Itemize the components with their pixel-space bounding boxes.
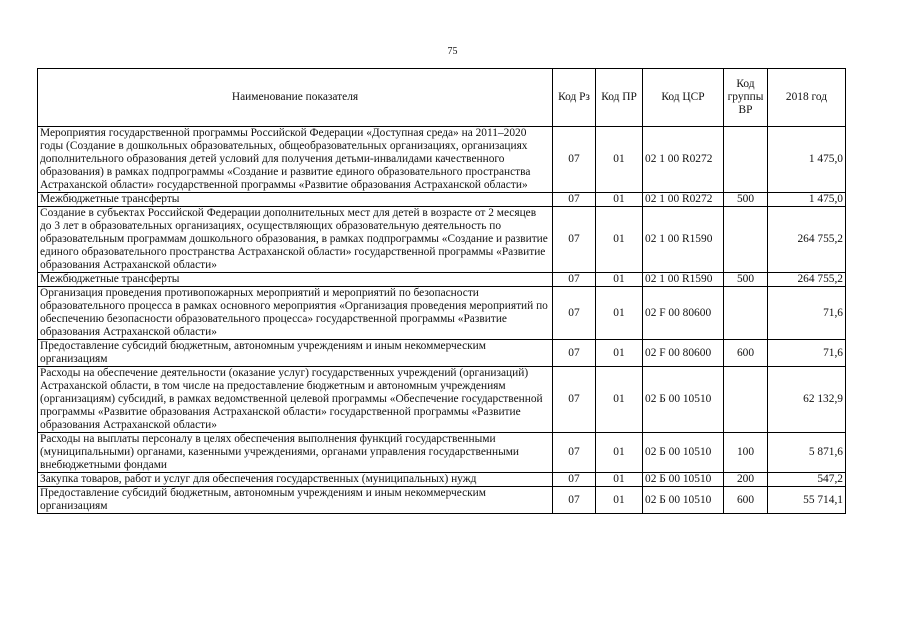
row-name: Закупка товаров, работ и услуг для обеспечения государственных (муниципальных) нужд xyxy=(38,473,553,487)
header-rz: Код Рз xyxy=(553,69,596,127)
row-csr: 02 F 00 80600 xyxy=(643,287,724,340)
row-pr: 01 xyxy=(596,473,643,487)
row-rz: 07 xyxy=(553,340,596,367)
row-amount: 547,2 xyxy=(768,473,846,487)
row-vr: 100 xyxy=(724,433,768,473)
header-vr: Код группы ВР xyxy=(724,69,768,127)
row-amount: 55 714,1 xyxy=(768,487,846,514)
row-name: Создание в субъектах Российской Федерации дополнительных мест для детей в возрасте от 2 месяцев до 3 лет в образовательных организациях, осуществляющих образовательную деятельность по образовательным программам дошкольного образования, в рамках подпрограммы «Создание и развитие единого образовательного пространства Астраханской области» государственной программы «Развитие образования Астраханской области» xyxy=(38,207,553,273)
row-pr: 01 xyxy=(596,367,643,433)
row-vr xyxy=(724,127,768,193)
row-name: Межбюджетные трансферты xyxy=(38,193,553,207)
table-row xyxy=(38,127,846,193)
table-row xyxy=(38,473,846,487)
table-row xyxy=(38,367,846,433)
row-vr xyxy=(724,367,768,433)
row-name: Расходы на обеспечение деятельности (оказание услуг) государственных учреждений (организаций) Астраханской области, в том числе на предоставление бюджетным и автономным учреждениям (организациям) субсидий, в рамках ведомственной целевой программы «Обеспечение государственной программы «Развитие образования Астраханской области» государственной программы «Развитие образования Астраханской области» xyxy=(38,367,553,433)
table-row xyxy=(38,287,846,340)
table-row xyxy=(38,487,846,514)
row-csr: 02 Б 00 10510 xyxy=(643,433,724,473)
row-rz: 07 xyxy=(553,273,596,287)
row-pr: 01 xyxy=(596,340,643,367)
row-pr: 01 xyxy=(596,433,643,473)
row-csr: 02 1 00 R1590 xyxy=(643,207,724,273)
row-name: Мероприятия государственной программы Российской Федерации «Доступная среда» на 2011–2020 годы (Создание в дошкольных образовательных, общеобразовательных организациях, организациях дополнительного образования детей условий для получения детьми-инвалидами качественного образования) в рамках подпрограммы «Создание и развитие единого образовательного пространства Астраханской области» государственной программы «Развитие образования Астраханской области» xyxy=(38,127,553,193)
table-row xyxy=(38,340,846,367)
row-rz: 07 xyxy=(553,473,596,487)
budget-table xyxy=(37,68,846,514)
row-name: Межбюджетные трансферты xyxy=(38,273,553,287)
row-name: Предоставление субсидий бюджетным, автономным учреждениям и иным некоммерческим организациям xyxy=(38,487,553,514)
row-pr: 01 xyxy=(596,287,643,340)
row-rz: 07 xyxy=(553,127,596,193)
header-pr: Код ПР xyxy=(596,69,643,127)
row-vr xyxy=(724,207,768,273)
header-csr: Код ЦСР xyxy=(643,69,724,127)
row-csr: 02 1 00 R1590 xyxy=(643,273,724,287)
table-row xyxy=(38,193,846,207)
row-name: Организация проведения противопожарных мероприятий и мероприятий по безопасности образовательного процесса в рамках основного мероприятия «Организация проведения мероприятий по обеспечению безопасности образовательного процесса» государственной программы «Развитие образования Астраханской области» xyxy=(38,287,553,340)
row-csr: 02 F 00 80600 xyxy=(643,340,724,367)
row-rz: 07 xyxy=(553,487,596,514)
row-vr: 500 xyxy=(724,193,768,207)
page-number: 75 xyxy=(447,46,458,57)
row-pr: 01 xyxy=(596,273,643,287)
row-csr: 02 1 00 R0272 xyxy=(643,193,724,207)
row-rz: 07 xyxy=(553,207,596,273)
row-vr: 500 xyxy=(724,273,768,287)
row-vr: 600 xyxy=(724,340,768,367)
table-row xyxy=(38,273,846,287)
row-rz: 07 xyxy=(553,193,596,207)
row-amount: 71,6 xyxy=(768,287,846,340)
row-pr: 01 xyxy=(596,127,643,193)
row-amount: 1 475,0 xyxy=(768,127,846,193)
row-name: Предоставление субсидий бюджетным, автономным учреждениям и иным некоммерческим организациям xyxy=(38,340,553,367)
row-amount: 62 132,9 xyxy=(768,367,846,433)
header-year: 2018 год xyxy=(768,69,846,127)
row-rz: 07 xyxy=(553,287,596,340)
row-vr xyxy=(724,287,768,340)
row-csr: 02 Б 00 10510 xyxy=(643,487,724,514)
row-name: Расходы на выплаты персоналу в целях обеспечения выполнения функций государственными (муниципальными) органами, казенными учреждениями, органами управления государственными внебюджетными фондами xyxy=(38,433,553,473)
row-csr: 02 1 00 R0272 xyxy=(643,127,724,193)
row-amount: 1 475,0 xyxy=(768,193,846,207)
row-csr: 02 Б 00 10510 xyxy=(643,473,724,487)
table-row xyxy=(38,207,846,273)
header-name: Наименование показателя xyxy=(38,69,553,127)
row-pr: 01 xyxy=(596,207,643,273)
row-pr: 01 xyxy=(596,487,643,514)
table-header-row xyxy=(38,69,846,127)
row-amount: 264 755,2 xyxy=(768,207,846,273)
row-rz: 07 xyxy=(553,433,596,473)
row-amount: 71,6 xyxy=(768,340,846,367)
row-rz: 07 xyxy=(553,367,596,433)
row-vr: 200 xyxy=(724,473,768,487)
row-vr: 600 xyxy=(724,487,768,514)
row-amount: 264 755,2 xyxy=(768,273,846,287)
row-csr: 02 Б 00 10510 xyxy=(643,367,724,433)
row-pr: 01 xyxy=(596,193,643,207)
table-row xyxy=(38,433,846,473)
row-amount: 5 871,6 xyxy=(768,433,846,473)
